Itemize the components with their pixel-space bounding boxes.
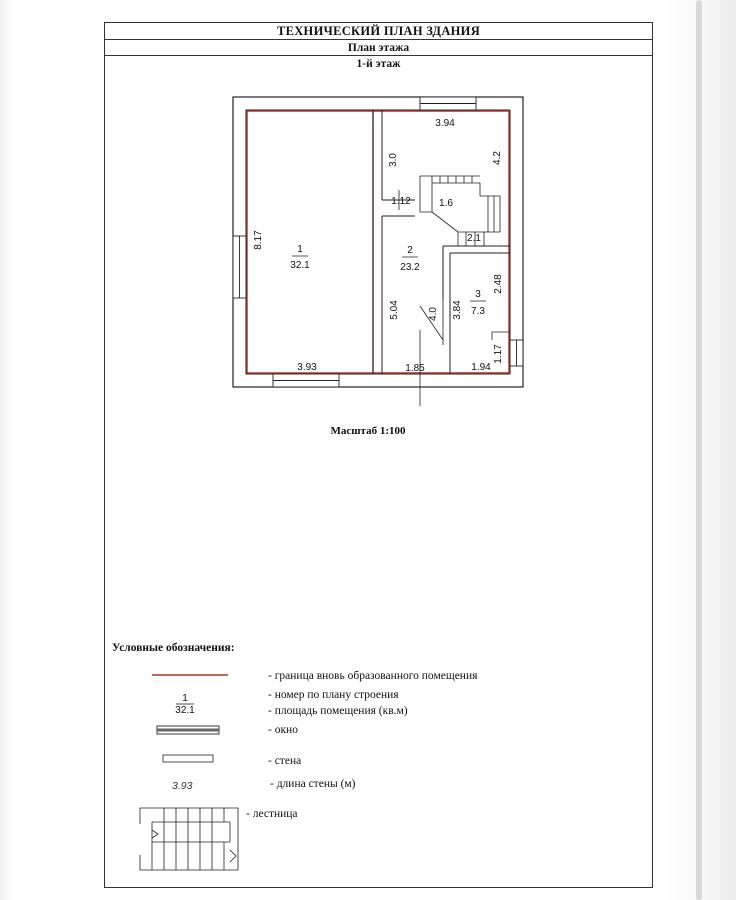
dim-label: 1.12	[391, 196, 411, 207]
room-1-area: 32.1	[290, 260, 310, 271]
room-1-number: 1	[297, 244, 303, 255]
staircase	[420, 176, 500, 246]
scale-label: Масштаб 1:100	[330, 425, 406, 437]
dim-label: 1.85	[405, 363, 425, 374]
document-title: ТЕХНИЧЕСКИЙ ПЛАН ЗДАНИЯ	[105, 23, 652, 40]
legend-wall-symbol	[163, 755, 213, 762]
legend-sample-area: 32.1	[175, 705, 195, 716]
legend-length-text: - длина стены (м)	[270, 778, 356, 790]
dim-label: 1.17	[493, 344, 504, 364]
dim-label: 5.04	[389, 300, 400, 320]
window-left	[233, 236, 246, 298]
legend-sample-number: 1	[182, 693, 188, 704]
dim-label: 1.94	[471, 362, 491, 373]
legend-stairs-text: - лестница	[246, 808, 298, 820]
window-top	[420, 97, 476, 110]
dim-label: 4.0	[428, 307, 439, 321]
legend-stairs-symbol	[140, 808, 238, 870]
legend-window-symbol	[157, 726, 219, 734]
dim-label: 3.94	[435, 118, 455, 129]
dim-label: 3.84	[452, 300, 463, 320]
dim-label: 3.93	[297, 362, 317, 373]
legend-title: Условные обозначения:	[112, 642, 235, 654]
dim-label: 4.2	[492, 151, 503, 165]
legend-area-text: - площадь помещения (кв.м)	[268, 705, 408, 717]
legend-sample-length: 3.93	[172, 780, 193, 792]
room-3-area: 7.3	[471, 306, 485, 317]
dim-label: 2.1	[467, 233, 481, 244]
legend-boundary-text: - граница вновь образованного помещения	[268, 670, 478, 682]
room-2-area: 23.2	[400, 262, 420, 273]
legend-window-text: - окно	[268, 724, 298, 736]
legend-number-text: - номер по плану строения	[268, 689, 399, 701]
legend-wall-text: - стена	[268, 755, 302, 767]
dim-label: 8.17	[253, 230, 264, 250]
window-right	[510, 340, 523, 366]
dim-label: 1.6	[439, 198, 453, 209]
floor-label: 1-й этаж	[356, 58, 401, 70]
room-2-number: 2	[407, 245, 413, 256]
dim-label: 2.48	[493, 274, 504, 294]
room-1-boundary	[247, 111, 373, 373]
document-subtitle: План этажа	[105, 40, 652, 56]
window-bottom	[273, 374, 339, 387]
dim-label: 3.0	[388, 153, 399, 167]
room-3-number: 3	[475, 289, 481, 300]
